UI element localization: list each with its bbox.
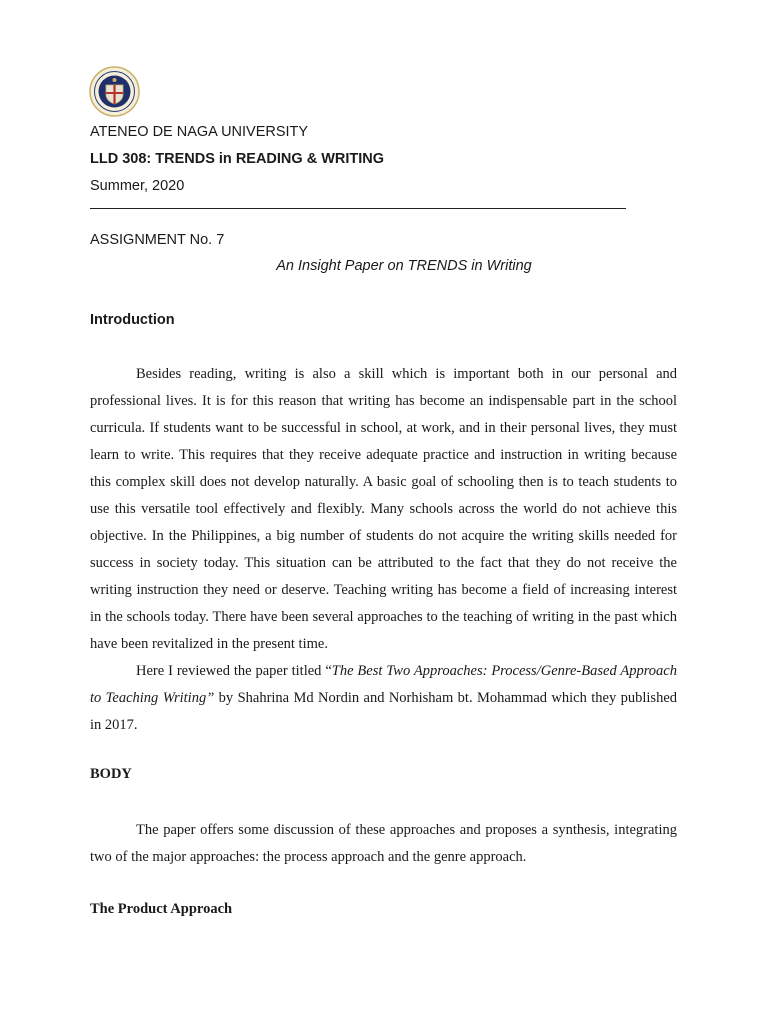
course-title: LLD 308: TRENDS in READING & WRITING xyxy=(90,151,385,167)
introduction-paragraph-2 xyxy=(90,658,677,739)
product-approach-heading: The Product Approach xyxy=(90,901,233,917)
introduction-heading: Introduction xyxy=(90,312,175,328)
paragraph-2-prefix: Here I reviewed the paper titled “ xyxy=(136,663,332,679)
introduction-body xyxy=(90,361,677,739)
body-paragraph: The paper offers some discussion of these approaches and proposes a synthesis, integrating two of the major approaches: the process approach and the genre approach. xyxy=(90,822,677,865)
paper-subtitle: An Insight Paper on TRENDS in Writing xyxy=(276,258,532,274)
reviewed-paper-title: The Best Two Approaches: Process/Genre-Based Approach to Teaching Writing” xyxy=(90,663,677,706)
body-section xyxy=(90,817,677,871)
divider-line xyxy=(90,208,626,209)
term-label: Summer, 2020 xyxy=(90,178,185,194)
university-seal-icon xyxy=(89,66,140,117)
university-name: ATENEO DE NAGA UNIVERSITY xyxy=(90,124,309,140)
paragraph-2-suffix: by Shahrina Md Nordin and Norhisham bt. Mohammad which they published in 2017. xyxy=(90,690,678,733)
introduction-paragraph-1: Besides reading, writing is also a skill which is important both in our personal and professional lives. It is for this reason that writing has become an indispensable part in the school curricula. If students want to be successful in school, at work, and in their personal lives, they must learn to write. This requires that they receive adequate practice and instruction in writing because this complex skill does not develop naturally. A basic goal of schooling then is to teach students to use this versatile tool effectively and flexibly. Many schools across the world do not achieve this objective. In the Philippines, a big number of students do not acquire the writing skills needed for success in society today. This situation can be attributed to the fact that they do not receive the writing instruction they need or deserve. Teaching writing has become a field of increasing interest in the schools today. There have been several approaches to the teaching of writing in the past which have been revitalized in the present time. xyxy=(90,366,677,652)
assignment-label: ASSIGNMENT No. 7 xyxy=(90,232,225,248)
body-heading: BODY xyxy=(90,766,132,782)
